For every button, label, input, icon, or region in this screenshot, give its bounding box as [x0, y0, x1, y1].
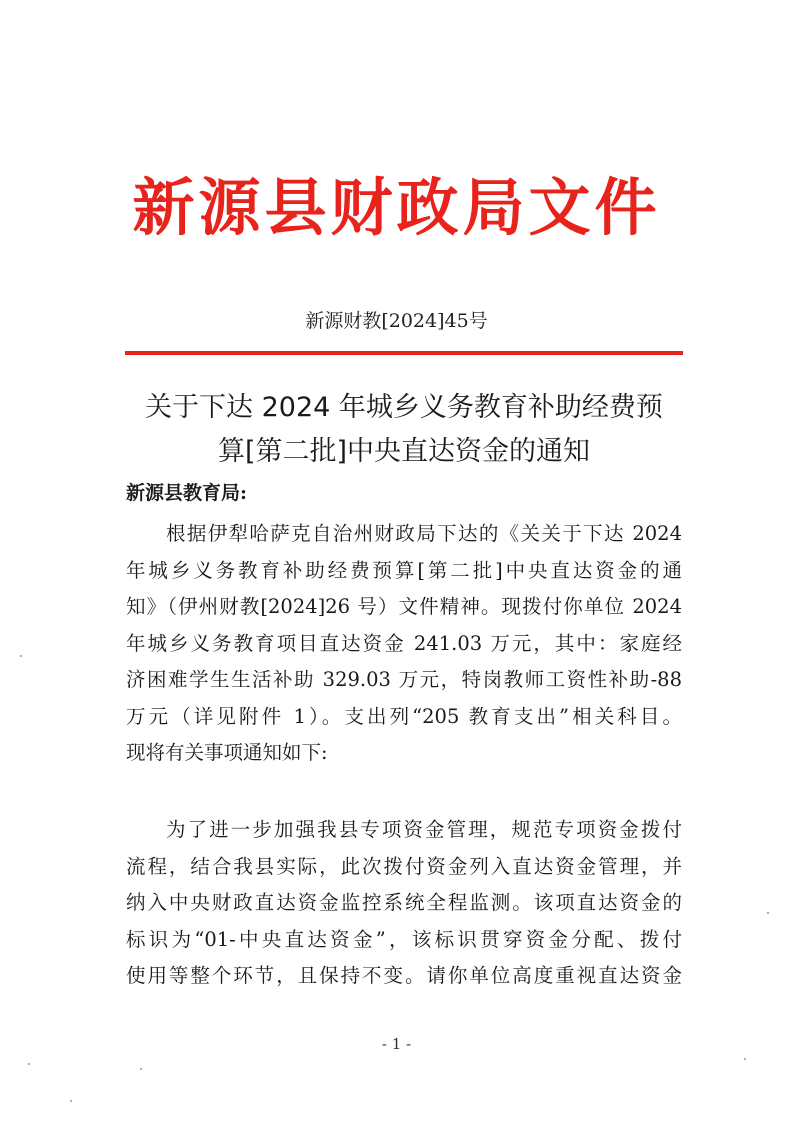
- scan-speck: [140, 1068, 142, 1070]
- paragraph-line: 为了进一步加强我县专项资金管理，规范专项资金拨付: [166, 818, 682, 841]
- paragraph-line: 根据伊犁哈萨克自治州财政局下达的《关关于下达 2024: [166, 522, 682, 545]
- paragraph-line: 流程，结合我县实际，此次拨付资金列入直达资金管理，并: [126, 854, 682, 878]
- paragraph-line: 知》（伊州财教[2024]26 号）文件精神。现拨付你单位 2024: [126, 595, 682, 618]
- scan-speck: [20, 655, 22, 657]
- paragraph-line: 万元（详见附件 1）。支出列“205 教育支出”相关科目。: [126, 704, 682, 728]
- document-header-title: 新源县财政局文件: [132, 171, 661, 244]
- paragraph-line: 年城乡义务教育补助经费预算[第二批]中央直达资金的通: [126, 558, 682, 582]
- red-separator-rule: [125, 351, 683, 355]
- scan-speck: [28, 1063, 30, 1065]
- paragraph-line: 济困难学生生活补助 329.03 万元，特岗教师工资性补助-88: [126, 668, 682, 691]
- scan-speck: [744, 1058, 746, 1060]
- document-title-line-2: 算[第二批]中央直达资金的通知: [217, 436, 591, 467]
- body-paragraph-2: [126, 812, 682, 995]
- document-title: [118, 386, 690, 474]
- paragraph-line: 标识为“01-中央直达资金”，该标识贯穿资金分配、拨付: [126, 927, 682, 951]
- paragraph-line: 使用等整个环节，且保持不变。请你单位高度重视直达资金: [126, 964, 682, 987]
- recipient-salutation: 新源县教育局:: [126, 482, 248, 504]
- body-paragraph-1: [126, 516, 682, 772]
- paragraph-line: 现将有关事项通知如下:: [126, 741, 328, 764]
- document-title-line-1: 关于下达 2024 年城乡义务教育补助经费预: [145, 392, 663, 423]
- scan-speck: [767, 912, 769, 914]
- paragraph-line: 纳入中央财政直达资金监控系统全程监测。该项直达资金的: [126, 891, 682, 914]
- document-number: 新源财教[2024]45号: [305, 310, 488, 332]
- scan-speck: [70, 1100, 72, 1102]
- paragraph-line: 年城乡义务教育项目直达资金 241.03 万元，其中：家庭经: [126, 631, 682, 655]
- page-number: - 1 -: [381, 1035, 412, 1053]
